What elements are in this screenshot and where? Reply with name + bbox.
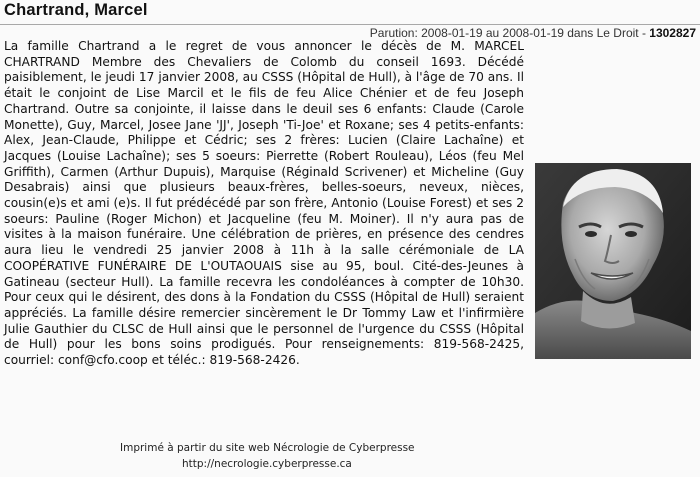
source-url: http://necrologie.cyberpresse.ca: [182, 458, 352, 470]
parution-label: Parution: 2008-01-19 au 2008-01-19 dans Le Droit -: [369, 26, 650, 40]
printed-from-text: Imprimé à partir du site web Nécrologie de Cyberpresse: [120, 442, 415, 454]
obituary-text: La famille Chartrand a le regret de vous annoncer le décès de M. MARCEL CHARTRAND Membre des Chevaliers de Colomb du conseil 1693. Décédé paisiblement, le jeudi 17 janvier 2008, au CSSS (Hôpital de Hull), à l'âge de 70 ans. Il était le conjoint de Lise Marcil et le fils de feu Alice Chénier et de feu Joseph Chartrand. Outre sa conjointe, il laisse dans le deuil ses 6 enfants: Claude (Carole Monette), Guy, Marcel, Josee Jane 'JJ', Joseph 'Ti-Joe' et Roxane; ses 4 petits-enfants: Alex, Jean-Claude, Philippe et Cédric; ses 2 frères: Lucien (Claire Lachaîne) et Jacques (Louise Lachaîne); ses 5 soeurs: Pierrette (Robert Rouleau), Léos (feu Mel Griffith), Carmen (Arthur Dupuis), Marquise (Réginald Scrivener) et Micheline (Guy Desabrais) ainsi que plusieurs beaux-frères, belles-soeurs, neveux, nièces, cousin(e)s et ami (e)s. Il fut prédécédé par son frère, Antonio (Louise Forest) et ses 2 soeurs: Pauline (Roger Michon) et Jacqueline (feu M. Moiner). Il n'y aura pas de visites à la maison funéraire. Une célébration de prières, en présence des cendres aura lieu le vendredi 25 janvier 2008 à 11h à la salle cérémoniale de LA COOPÉRATIVE FUNÉRAIRE DE L'OUTAOUAIS sise au 95, boul. Cité-des-Jeunes à Gatineau (secteur Hull). La famille recevra les condoléances à compter de 10h30. Pour ceux qui le désirent, des dons à la Fondation du CSSS (Hôpital de Hull) seraient appréciés. La famille désire remercier sincèrement le Dr Tommy Law et l'infirmière Julie Gauthier du CLSC de Hull ainsi que le personnel de l'urgence du CSSS (Hôpital de Hull) pour les bons soins prodigués. Pour renseignements: 819-568-2425, courriel: conf@cfo.coop et téléc.: 819-568-2426.: [4, 39, 524, 368]
portrait-photo: [535, 163, 691, 359]
footer: [120, 442, 420, 474]
obituary-title: Chartrand, Marcel: [4, 1, 148, 19]
parution-id: 1302827: [649, 26, 696, 40]
parution-line: [370, 26, 696, 40]
title-divider: [0, 24, 700, 25]
